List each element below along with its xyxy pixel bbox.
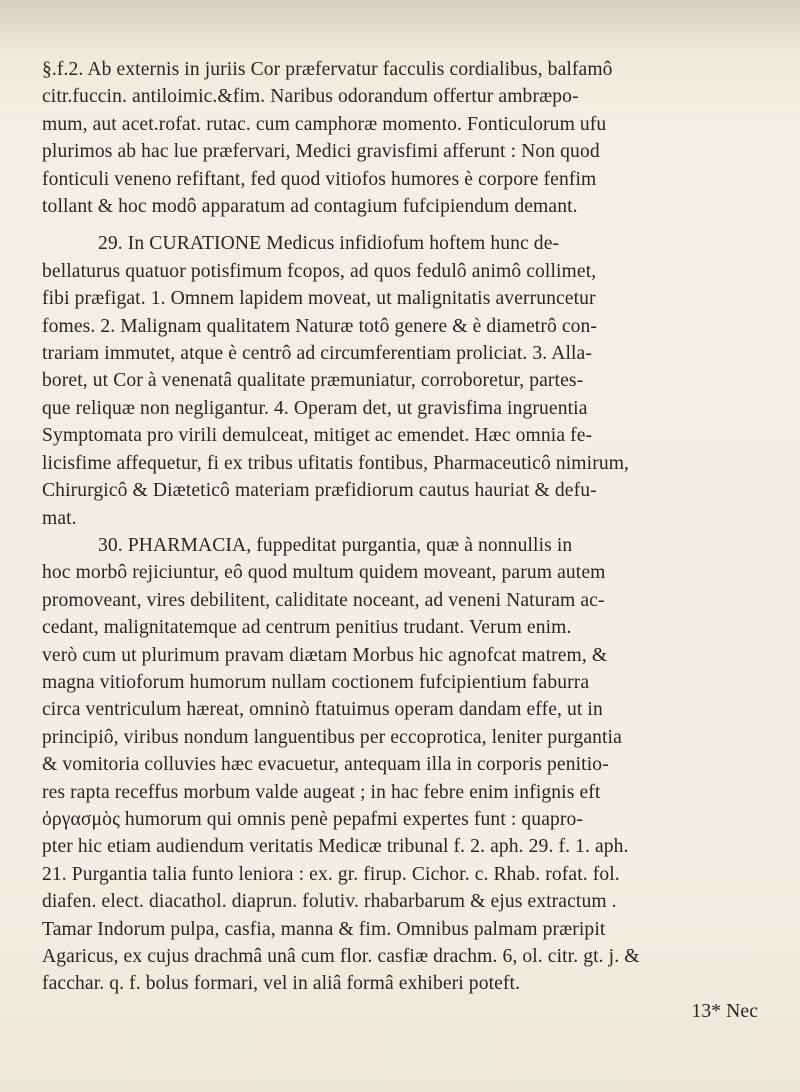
text-line: res rapta receffus morbum valde augeat ; in hac febre enim infignis eft (42, 781, 601, 803)
text-line: bellaturus quatuor potisfimum fcopos, ad quos fedulô animô collimet, (42, 260, 597, 282)
text-line: mat. (42, 507, 77, 529)
text-line: principiô, viribus nondum languentibus per eccoprotica, leniter purgantia (42, 726, 622, 748)
text-line: Agaricus, ex cujus drachmâ unâ cum flor. casfiæ drachm. 6, ol. citr. gt. j. & (42, 946, 640, 967)
text-block (42, 56, 766, 1025)
text-line: 21. Purgantia talia funto leniora : ex. gr. firup. Cichor. c. Rhab. rofat. fol. (42, 863, 620, 885)
text-line: licisfime affequetur, fi ex tribus ufitatis fontibus, Pharmaceuticô nimirum, (42, 452, 630, 474)
text-line: §.f.2. Ab externis in juriis Cor præfervatur facculis cordialibus, balfamô (42, 59, 613, 80)
text-line: fibi præfigat. 1. Omnem lapidem moveat, ut malignitatis averruncetur (42, 288, 596, 310)
text-line: promoveant, vires debilitent, caliditate noceant, ad veneni Naturam ac- (42, 589, 605, 611)
text-line: Tamar Indorum pulpa, casfia, manna & fim. Omnibus palmam præripit (42, 918, 606, 940)
text-line: pter hic etiam audiendum veritatis Medicæ tribunal f. 2. aph. 29. f. 1. aph. (42, 836, 629, 858)
text-line: verò cum ut plurimum pravam diætam Morbus hic agnofcat matrem, & (42, 644, 608, 666)
text-line: tollant & hoc modô apparatum ad contagium fufcipiendum demant. (42, 196, 578, 218)
text-line: diafen. elect. diacathol. diaprun. folutiv. rhabarbarum & ejus extractum . (42, 891, 617, 913)
paragraph-29-start: 29. In CURATIONE Medicus infidiofum hoftem hunc de- (98, 233, 560, 255)
text-line: & vomitoria colluvies hæc evacuetur, antequam illa in corporis penitio- (42, 754, 609, 776)
catchword: 13* Nec (691, 1000, 758, 1022)
text-line: circa ventriculum hæreat, omninò ftatuimus operam dandam effe, ut in (42, 699, 603, 721)
text-line: ὀργασμὸς humorum qui omnis penè pepafmi expertes funt : quapro- (42, 808, 584, 830)
top-edge-stain (0, 0, 800, 58)
text-line: Chirurgicô & Diæteticô materiam præfidiorum cautus hauriat & defu- (42, 480, 597, 502)
text-line: facchar. q. f. bolus formari, vel in aliâ formâ exhiberi poteft. (42, 973, 521, 995)
text-line: magna vitioforum humorum nullam coctionem fufcipientium faburra (42, 671, 590, 693)
text-line: fomes. 2. Malignam qualitatem Naturæ totô genere & è diametrô con- (42, 315, 598, 337)
text-line: citr.fuccin. antiloimic.&fim. Naribus odorandum offertur ambræpo- (42, 86, 579, 108)
text-line: que reliquæ non negligantur. 4. Operam det, ut gravisfima ingruentia (42, 397, 588, 419)
text-line: fonticuli veneno refiftant, fed quod vitiofos humores è corpore fenfim (42, 168, 597, 190)
text-line: mum, aut acet.rofat. rutac. cum camphoræ momento. Fonticulorum ufu (42, 113, 607, 135)
text-line: hoc morbô rejiciuntur, eô quod multum quidem moveant, parum autem (42, 562, 606, 584)
text-line: Symptomata pro virili demulceat, mitiget ac emendet. Hæc omnia fe- (42, 425, 593, 447)
text-line: boret, ut Cor à venenatâ qualitate præmuniatur, corroboretur, partes- (42, 370, 584, 392)
paragraph-30-start: 30. PHARMACIA, fuppeditat purgantia, quæ à nonnullis in (98, 534, 573, 556)
text-line: plurimos ab hac lue præfervari, Medici gravisfimi afferunt : Non quod (42, 141, 600, 163)
text-line: trariam immutet, atque è centrô ad circumferentiam proliciat. 3. Alla- (42, 343, 592, 365)
text-line: cedant, malignitatemque ad centrum penitius trudant. Verum enim. (42, 617, 572, 639)
